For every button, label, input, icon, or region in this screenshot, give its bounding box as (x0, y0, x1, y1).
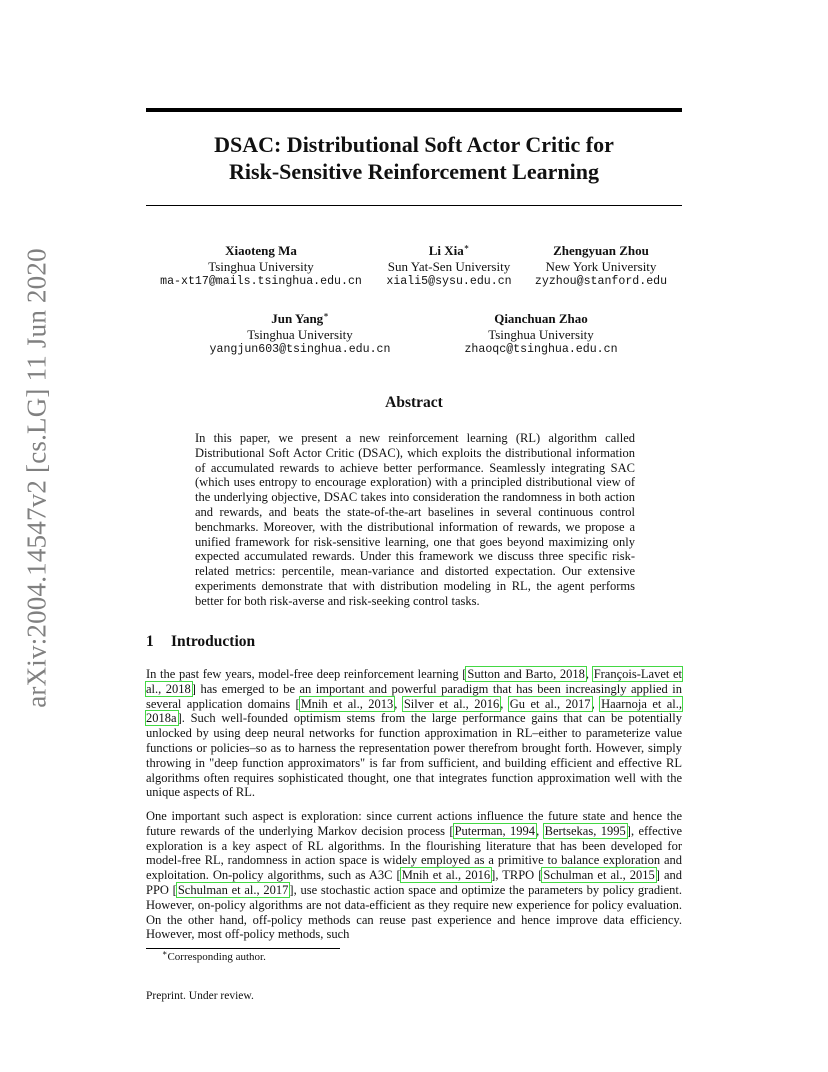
author-email[interactable]: ma-xt17@mails.tsinghua.edu.cn (160, 275, 362, 288)
paragraph-text: ], effective exploration is a key aspect of RL algorithms. In the flourishing literature that has been developed for model-free RL, randomness in action space is widely employed as a primitive to balance exploration and exploitation. On-policy algorithms, such as A3C [ (146, 823, 682, 883)
author-name: Qianchuan Zhao (494, 311, 588, 326)
paragraph-text: One important such aspect is exploration: since current actions influence the future state and hence the future rewards of the underlying Markov decision process [ (146, 809, 682, 838)
preprint-note: Preprint. Under review. (146, 990, 254, 1002)
arxiv-identifier: arXiv:2004.14547v2 [cs.LG] 11 Jun 2020 (21, 248, 52, 708)
author-block-5 (464, 311, 617, 358)
author-email[interactable]: yangjun603@tsinghua.edu.cn (209, 343, 391, 356)
author-affiliation: Tsinghua University (208, 258, 314, 274)
title-line-1: DSAC: Distributional Soft Actor Critic for (214, 132, 614, 157)
citation-link[interactable]: Sutton and Barto, 2018 (467, 667, 585, 681)
intro-paragraph-2 (146, 809, 682, 942)
footnote-rule (146, 948, 340, 949)
paper-title (146, 131, 682, 185)
paragraph-text: ], use stochastic action space and optimize the parameters by policy gradient. However, on-policy algorithms are not data-efficient as they require new experience for policy evaluation. On the other hand, off-policy methods can reuse past experience and hence improve data efficiency. However, most off-policy methods, such (146, 882, 682, 942)
abstract-text: In this paper, we present a new reinforcement learning (RL) algorithm called Distributional Soft Actor Critic (DSAC), which exploits the distributional information of accumulated rewards to achieve better performance. Seamlessly integrating SAC (which uses entropy to encourage exploration) with a principled distributional view of the underlying objective, DSAC takes into consideration the randomness in both action and rewards, and beats the state-of-the-art baselines in several continuous control benchmarks. Moreover, with the distributional information of rewards, we propose a unified framework for risk-sensitive learning, one that goes beyond maximizing only expected accumulated rewards. Under this framework we discuss three specific risk-related metrics: percentile, mean-variance and distorted expectation. Our extensive experiments demonstrate that with distribution modeling in RL, the agent performs better for both risk-averse and risk-seeking control tasks. (195, 431, 635, 608)
author-block-4 (210, 311, 391, 358)
paragraph-text: ] has emerged to be an important and powerful paradigm that has been increasingly applied in several application domains [ (146, 681, 682, 711)
paragraph-text: In the past few years, model-free deep reinforcement learning [ (146, 667, 467, 681)
author-block-2 (386, 243, 511, 290)
author-name: Xiaoteng Ma (225, 243, 297, 258)
section-heading (146, 633, 255, 651)
paragraph-text: , (585, 667, 593, 681)
citation-link[interactable]: Puterman, 1994 (454, 823, 536, 838)
paragraph-text: , (536, 823, 544, 838)
author-email[interactable]: zhaoqc@tsinghua.edu.cn (464, 343, 618, 356)
paragraph-text: , (500, 696, 509, 711)
section-title: Introduction (171, 633, 256, 650)
citation-link[interactable]: François-Lavet et al., 2018 (146, 667, 683, 696)
section-number: 1 (146, 633, 154, 650)
title-line-2: Risk-Sensitive Reinforcement Learning (229, 159, 599, 184)
author-email[interactable]: zyzhou@stanford.edu (534, 275, 668, 288)
paragraph-text: ] and PPO [ (146, 868, 683, 897)
author-block-1 (160, 243, 362, 290)
paragraph-text: ]. Such well-founded optimism stems from the large performance gains that can be potentially unlocked by using deep neural networks for function approximation in RL–either to parameterize value functions or policies–so as to harness the representation power therefrom brought forth. However, simply throwing in "deep function approximators" is far from sufficient, and building efficient and effective RL algorithms often requires sophisticated thought, one that integrates function approximation well with the unique aspects of RL. (146, 711, 682, 800)
paragraph-text: , (591, 696, 601, 711)
title-bottom-rule (146, 205, 682, 206)
citation-link[interactable]: Haarnoja et al., 2018a (146, 696, 683, 726)
corresponding-mark: ∗ (463, 242, 470, 252)
author-name: Zhengyuan Zhou (553, 243, 649, 258)
author-email[interactable]: xiali5@sysu.edu.cn (386, 275, 512, 288)
author-block-3 (535, 243, 667, 290)
citation-link[interactable]: Schulman et al., 2015 (543, 868, 655, 883)
footnote (162, 948, 266, 963)
citation-link[interactable]: Gu et al., 2017 (509, 696, 591, 711)
citation-link[interactable]: Mnih et al., 2013 (300, 696, 394, 711)
author-name: Li Xia (428, 243, 464, 258)
author-affiliation: Tsinghua University (488, 326, 594, 342)
citation-link[interactable]: Mnih et al., 2016 (401, 868, 491, 883)
citation-link[interactable]: Schulman et al., 2017 (177, 882, 289, 897)
citation-link[interactable]: Bertsekas, 1995 (544, 823, 626, 838)
citation-link[interactable]: Silver et al., 2016 (403, 696, 500, 711)
paragraph-text: , (394, 696, 403, 711)
footnote-text: Corresponding author. (167, 951, 266, 963)
title-top-rule (146, 108, 682, 112)
intro-paragraph-1 (146, 667, 682, 800)
footnote-mark: ∗ (162, 948, 168, 958)
author-affiliation: Tsinghua University (247, 326, 353, 342)
author-name: Jun Yang (271, 311, 324, 326)
paragraph-text: ], TRPO [ (491, 868, 543, 883)
corresponding-mark: ∗ (323, 310, 329, 320)
author-affiliation: New York University (545, 258, 657, 274)
abstract-heading: Abstract (385, 394, 443, 411)
author-affiliation: Sun Yat-Sen University (387, 258, 511, 274)
